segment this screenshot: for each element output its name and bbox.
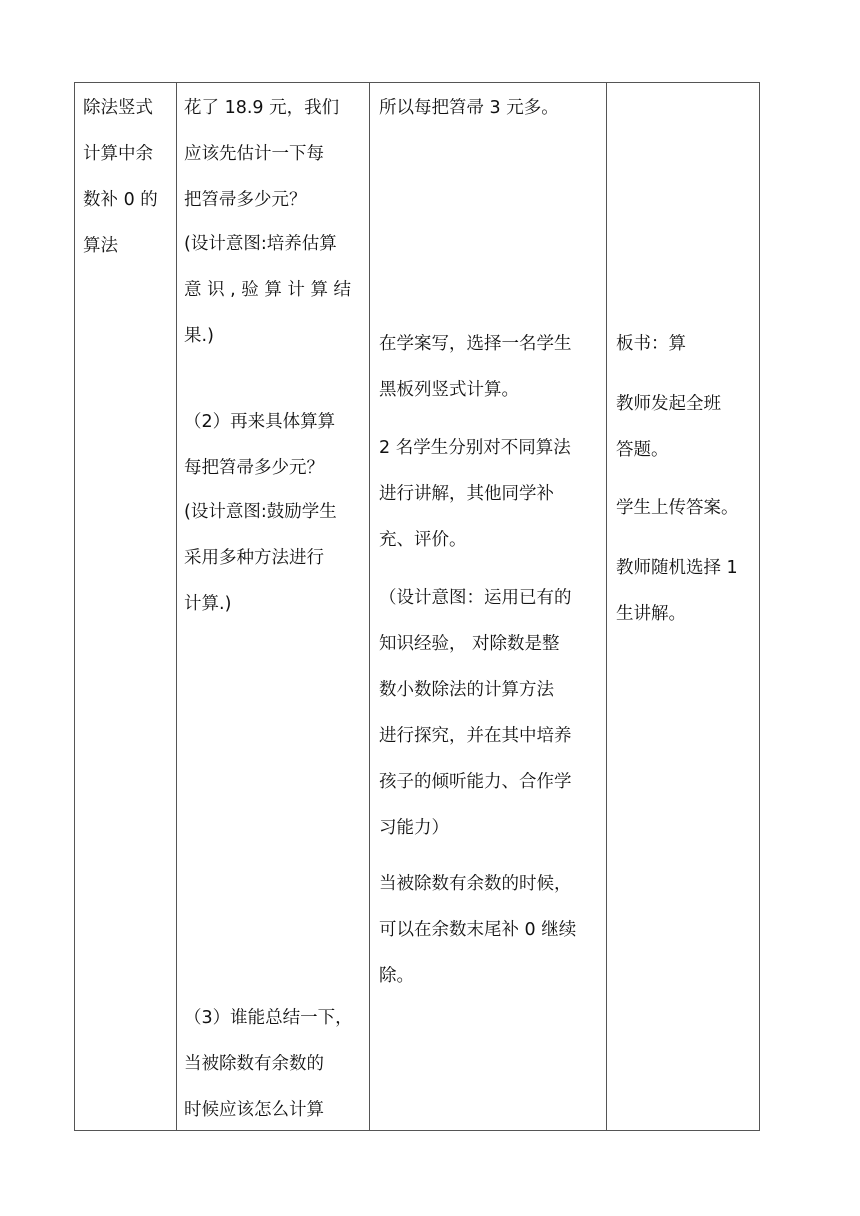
- text-line: 计算.): [184, 594, 232, 614]
- text-line: 可以在余数末尾补 0 继续: [379, 920, 577, 940]
- design-intent-methods: [184, 489, 337, 627]
- student-board-work: [379, 321, 572, 413]
- cell-topic: [75, 83, 176, 1130]
- text-line: 数补 0 的: [83, 190, 158, 210]
- text-line: 当被除数有余数的时候，: [379, 874, 572, 894]
- student-estimate-answer: [379, 85, 559, 131]
- topic-text: [83, 85, 158, 269]
- text-line: 把笤帚多少元？: [184, 190, 307, 210]
- text-line: 孩子的倾听能力、合作学: [379, 772, 572, 792]
- lesson-plan-table: [74, 82, 760, 1131]
- text-line: 意 识 , 验 算 计 算 结: [184, 280, 352, 300]
- board-note: [616, 321, 686, 367]
- text-line: 进行探究，并在其中培养: [379, 726, 572, 746]
- text-line: 数小数除法的计算方法: [379, 680, 554, 700]
- text-line: 习能力）: [379, 818, 449, 838]
- design-intent-exploration: [379, 575, 572, 851]
- design-intent-estimate: [184, 221, 351, 359]
- text-line: 教师发起全班: [616, 394, 721, 414]
- teacher-launch-quiz: [616, 381, 721, 473]
- text-line: (设计意图:鼓励学生: [184, 502, 337, 522]
- text-line: 计算中余: [83, 144, 153, 164]
- text-line: 学生上传答案。: [616, 498, 739, 518]
- text-line: 所以每把笤帚 3 元多。: [379, 98, 559, 118]
- text-line: 除。: [379, 966, 414, 986]
- text-line: 充、评价。: [379, 530, 467, 550]
- text-line: 除法竖式: [83, 98, 153, 118]
- cell-tech-use: [606, 83, 761, 1130]
- cell-teacher-activity: [176, 83, 369, 1130]
- teacher-question-calculate: [184, 399, 335, 491]
- text-line: 在学案写，选择一名学生: [379, 334, 572, 354]
- text-line: （2）再来具体算算: [184, 412, 336, 432]
- text-line: （3）谁能总结一下，: [184, 1008, 353, 1028]
- text-line: (设计意图:培养估算: [184, 234, 337, 254]
- teacher-question-estimate: [184, 85, 339, 223]
- text-line: 板书：算: [616, 334, 686, 354]
- text-line: 采用多种方法进行: [184, 548, 324, 568]
- text-line: 时候应该怎么计算: [184, 1100, 324, 1120]
- text-line: 算法: [83, 236, 118, 256]
- text-line: 花了 18.9 元，我们: [184, 98, 340, 118]
- teacher-question-summary: [184, 995, 353, 1133]
- teacher-random-select: [616, 545, 738, 637]
- text-line: 生讲解。: [616, 604, 686, 624]
- text-line: 果.): [184, 326, 214, 346]
- students-upload: [616, 485, 739, 531]
- text-line: 进行讲解，其他同学补: [379, 484, 554, 504]
- text-line: 黑板列竖式计算。: [379, 380, 519, 400]
- text-line: 每把笤帚多少元？: [184, 458, 324, 478]
- text-line: 知识经验， 对除数是整: [379, 634, 560, 654]
- text-line: （设计意图：运用已有的: [379, 588, 572, 608]
- text-line: 教师随机选择 1: [616, 558, 738, 578]
- text-line: 应该先估计一下每: [184, 144, 324, 164]
- text-line: 答题。: [616, 440, 669, 460]
- text-line: 2 名学生分别对不同算法: [379, 438, 571, 458]
- cell-student-activity: [369, 83, 606, 1130]
- student-explanation: [379, 425, 571, 563]
- text-line: 当被除数有余数的: [184, 1054, 324, 1074]
- summary-rule: [379, 861, 576, 999]
